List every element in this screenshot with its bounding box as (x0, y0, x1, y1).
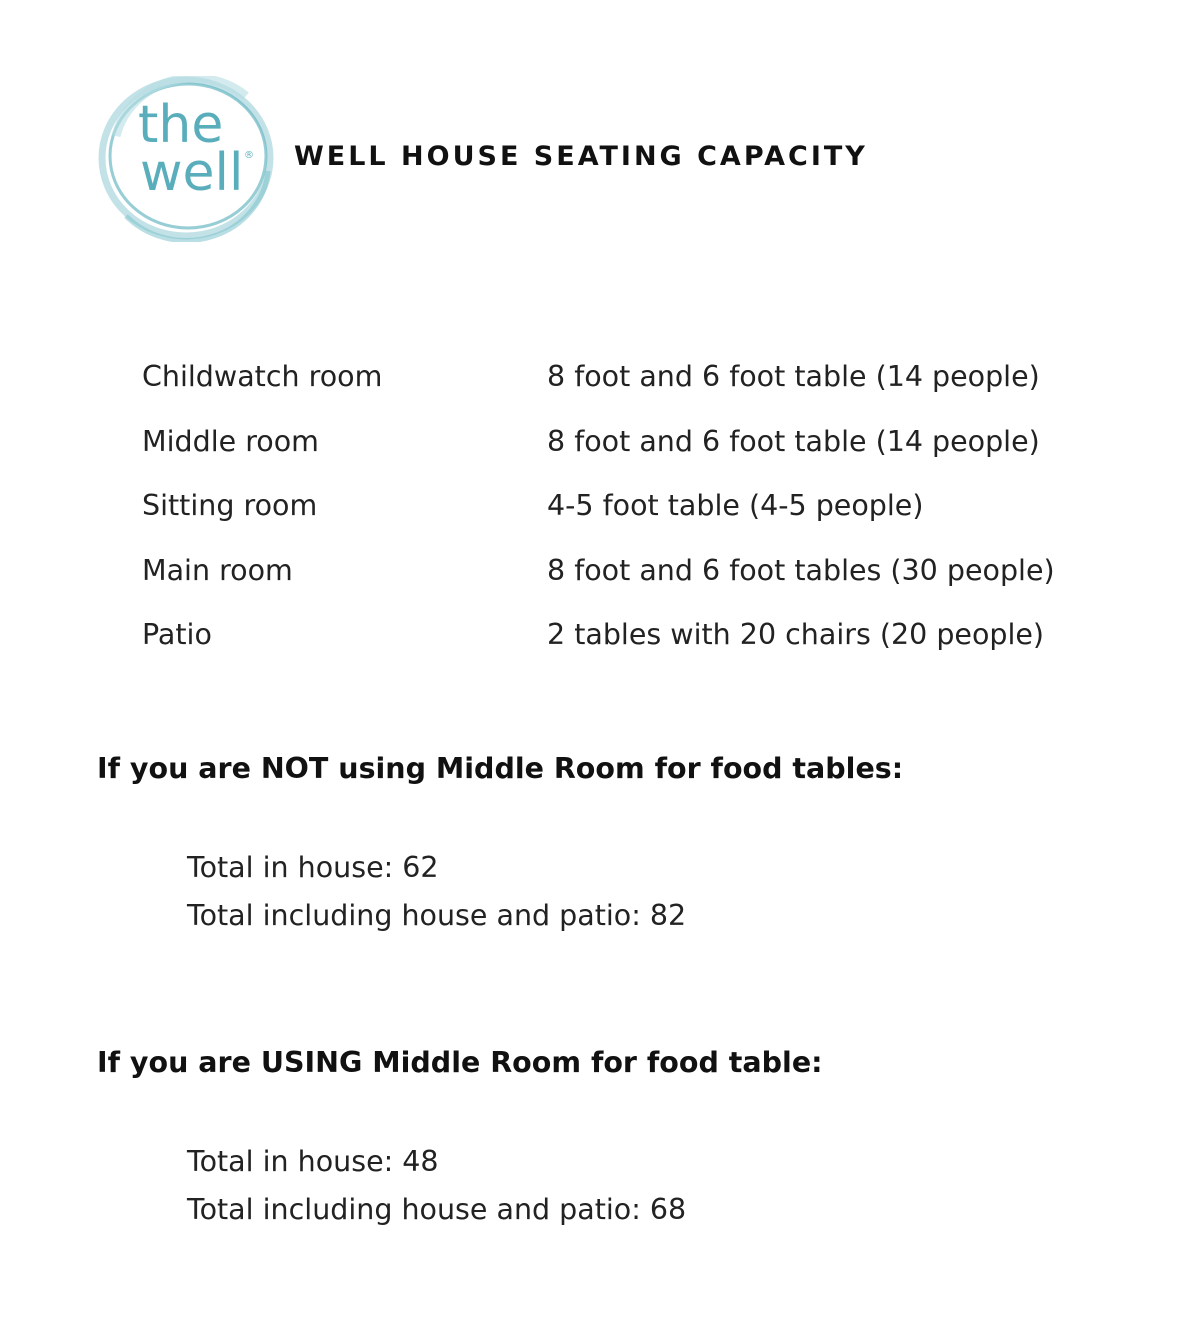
room-name: Middle room (142, 424, 319, 458)
logo-word-the: the (138, 95, 224, 155)
page-title: WELL HOUSE SEATING CAPACITY (294, 141, 868, 172)
section-heading-using: If you are USING Middle Room for food table: (97, 1046, 823, 1079)
totals-not-using (187, 851, 686, 947)
room-detail: 2 tables with 20 chairs (20 people) (547, 618, 1045, 651)
room-row (142, 360, 1082, 425)
room-name: Main room (142, 553, 293, 587)
the-well-logo (96, 76, 282, 242)
room-row (142, 554, 1082, 619)
registered-mark: ® (244, 150, 254, 161)
total-in-house: Total in house: 48 (187, 1145, 439, 1178)
room-row (142, 489, 1082, 554)
room-detail: 8 foot and 6 foot table (14 people) (547, 360, 1040, 393)
room-row (142, 618, 1082, 683)
room-name: Patio (142, 618, 212, 651)
logo-swirl-icon (96, 76, 282, 242)
room-row (142, 425, 1082, 490)
total-with-patio: Total including house and patio: 82 (187, 899, 687, 932)
room-detail: 8 foot and 6 foot table (14 people) (547, 424, 1040, 458)
section-heading-not-using: If you are NOT using Middle Room for food tables: (97, 752, 904, 785)
totals-using (187, 1145, 686, 1241)
room-name: Childwatch room (142, 360, 383, 393)
room-capacity-table (142, 360, 1082, 683)
room-name: Sitting room (142, 489, 318, 522)
total-in-house: Total in house: 62 (187, 851, 439, 884)
logo-word-well: well (140, 143, 244, 203)
room-detail: 4-5 foot table (4-5 people) (547, 489, 924, 522)
total-with-patio: Total including house and patio: 68 (187, 1193, 687, 1226)
room-detail: 8 foot and 6 foot tables (30 people) (547, 553, 1055, 587)
